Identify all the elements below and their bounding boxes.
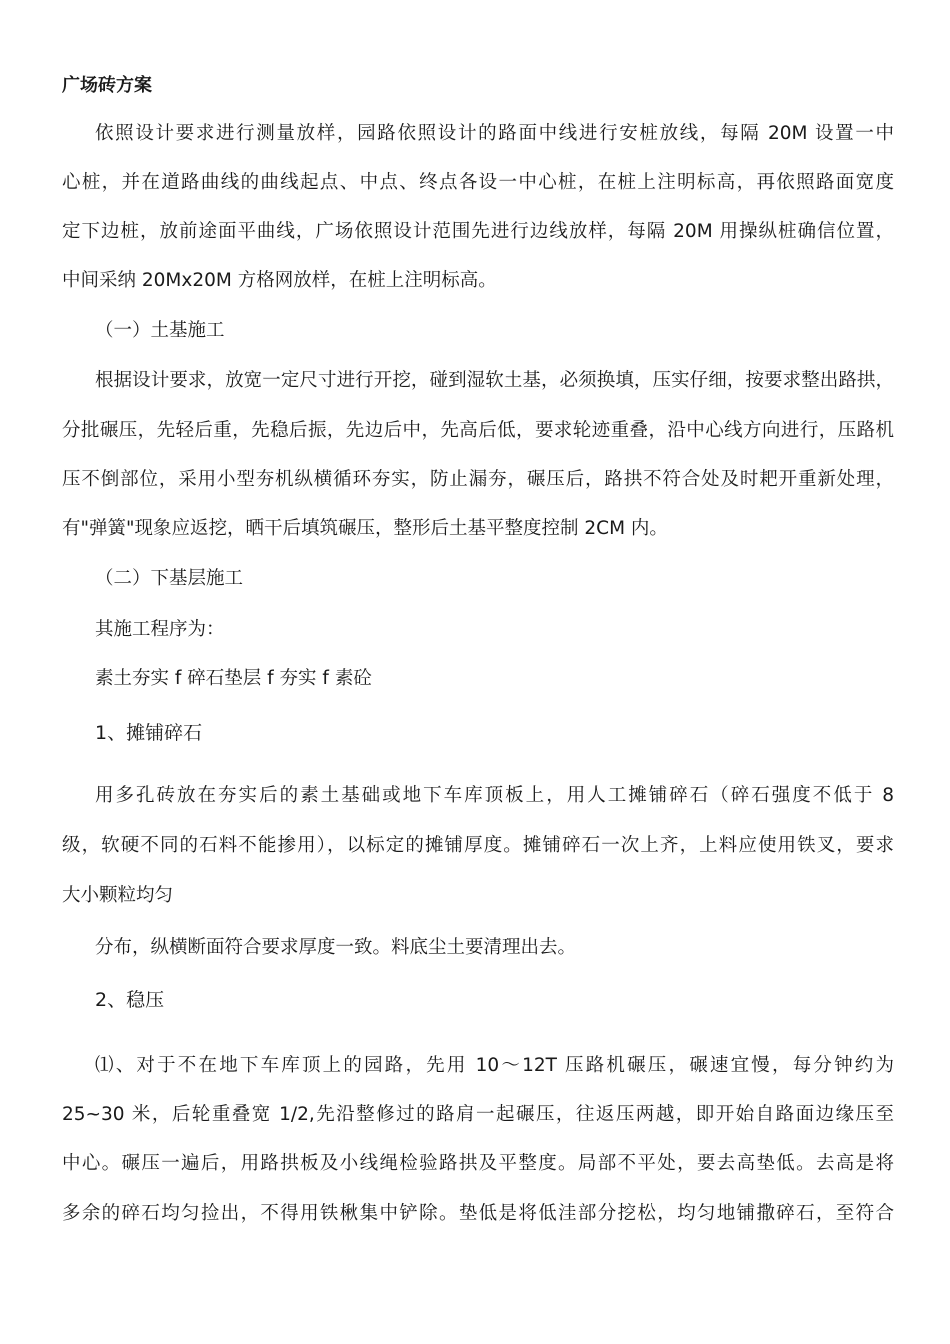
paragraph-line: 多余的碎石均匀捡出，不得用铁楸集中铲除。垫低是将低洼部分挖松，均匀地铺撒碎石，至符合 xyxy=(62,1203,894,1224)
paragraph-line: 依照设计要求进行测量放样，园路依照设计的路面中线进行安桩放线，每隔 20M 设置一中 xyxy=(95,123,894,144)
paragraph-line: 中间采纳 20Mx20M 方格网放样，在桩上注明标高。 xyxy=(62,270,497,291)
paragraph-line: 压不倒部位，采用小型夯机纵横循环夯实，防止漏夯，碾压后，路拱不符合处及时耙开重新处理， xyxy=(62,469,894,490)
document-title: 广场砖方案 xyxy=(62,75,152,96)
paragraph-line: 素土夯实 f 碎石垫层 f 夯实 f 素砼 xyxy=(95,668,372,689)
section-heading: （一）土基施工 xyxy=(95,320,225,341)
sub-heading: 1、摊铺碎石 xyxy=(95,722,203,744)
sub-heading: 2、稳压 xyxy=(95,989,165,1011)
paragraph-line: 其施工程序为： xyxy=(95,619,225,640)
paragraph-line: 分批碾压，先轻后重，先稳后振，先边后中，先高后低，要求轮迹重叠，沿中心线方向进行，压路机 xyxy=(62,420,894,441)
paragraph-line: 25~30 米，后轮重叠宽 1/2,先沿整修过的路肩一起碾压，往返压两越，即开始自路面边缘压至 xyxy=(62,1104,894,1125)
paragraph-line: 定下边桩，放前途面平曲线，广场依照设计范围先进行边线放样，每隔 20M 用操纵桩确信位置， xyxy=(62,221,894,242)
paragraph-line: 心桩，并在道路曲线的曲线起点、中点、终点各设一中心桩，在桩上注明标高，再依照路面宽度 xyxy=(62,172,894,193)
paragraph-line: 根据设计要求，放宽一定尺寸进行开挖，碰到湿软土基，必须换填，压实仔细，按要求整出路拱， xyxy=(95,370,894,391)
paragraph-line: 分布，纵横断面符合要求厚度一致。料底尘土要清理出去。 xyxy=(95,937,577,958)
paragraph-line: 中心。碾压一遍后，用路拱板及小线绳检验路拱及平整度。局部不平处，要去高垫低。去高是将 xyxy=(62,1153,894,1174)
paragraph-line: 大小颗粒均匀 xyxy=(62,885,174,906)
section-heading: （二）下基层施工 xyxy=(95,568,244,589)
paragraph-line: 用多孔砖放在夯实后的素土基础或地下车库顶板上，用人工摊铺碎石（碎石强度不低于 8 xyxy=(95,785,894,806)
paragraph-line: 有"弹簧"现象应返挖，晒干后填筑碾压，整形后土基平整度控制 2CM 内。 xyxy=(62,518,668,539)
paragraph-line: ⑴、对于不在地下车库顶上的园路，先用 10～12T 压路机碾压，碾速宜慢，每分钟约为 xyxy=(95,1055,894,1076)
paragraph-line: 级，软硬不同的石料不能掺用），以标定的摊铺厚度。摊铺碎石一次上齐，上料应使用铁叉，要求 xyxy=(62,835,894,856)
